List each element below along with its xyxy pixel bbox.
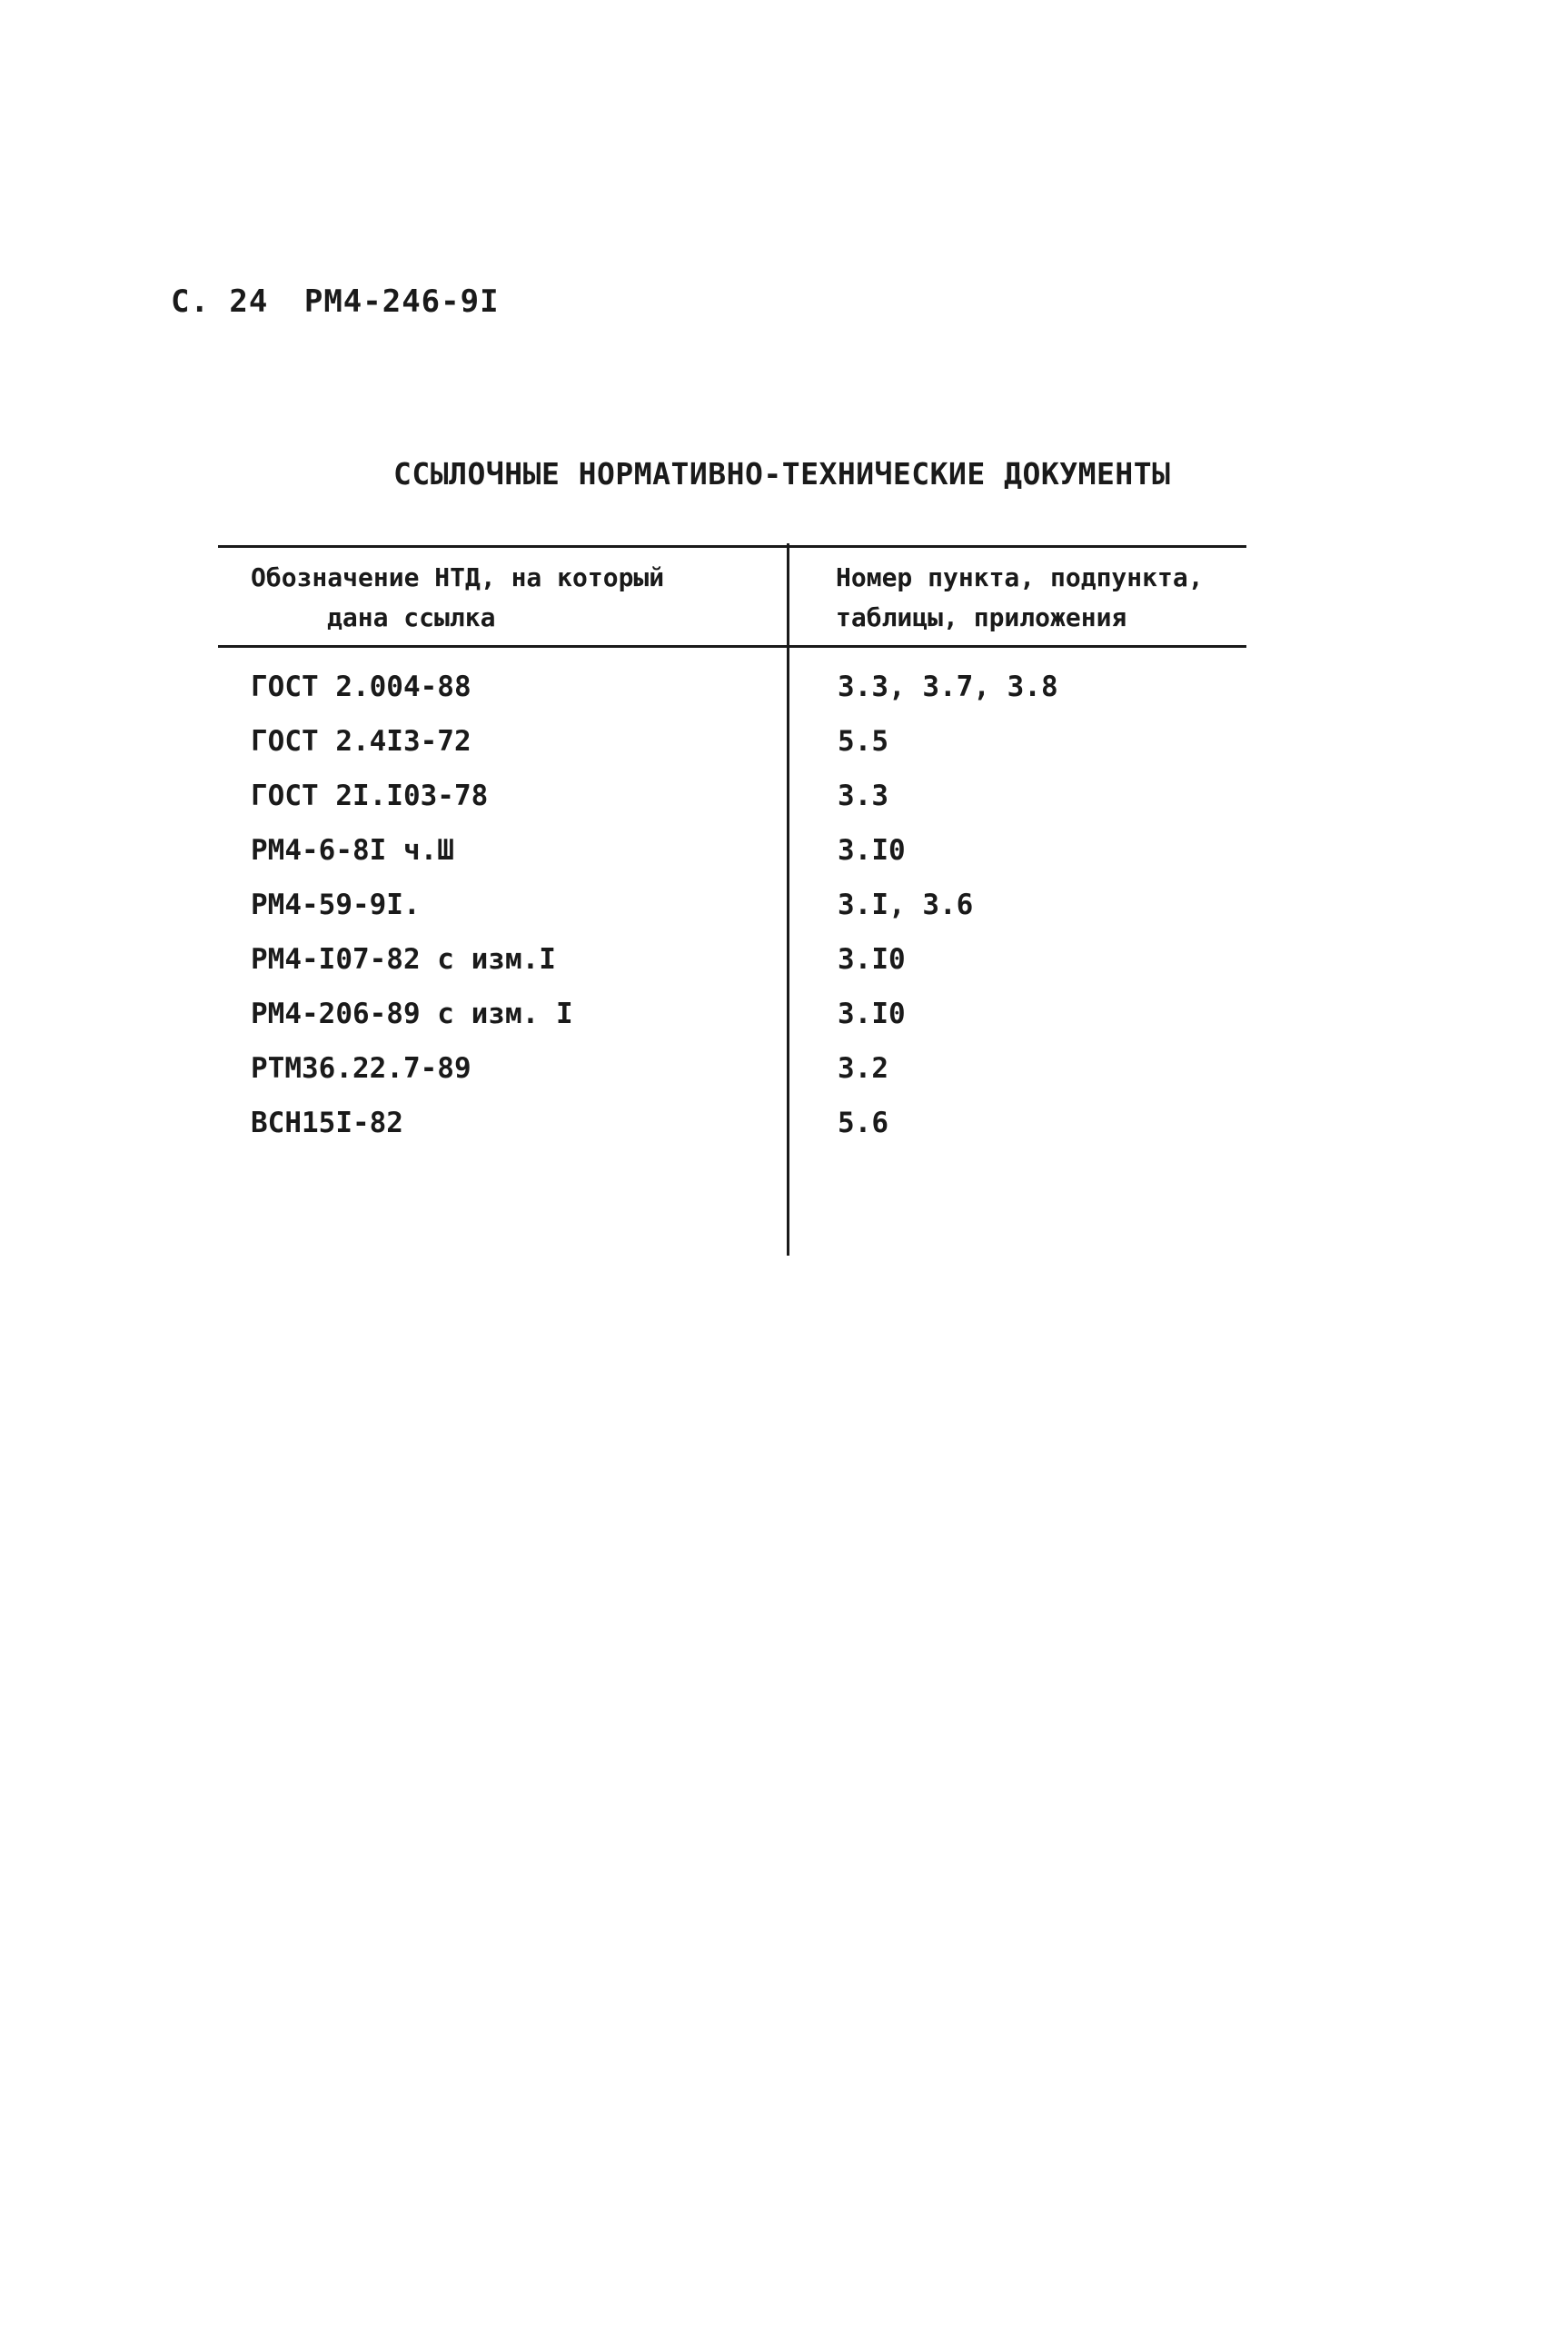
document-cell: РМ4-206-89 с изм. I xyxy=(251,998,573,1030)
column-header-document-line2: дана ссылка xyxy=(327,602,496,632)
table-row xyxy=(218,725,1246,780)
page-title: ССЫЛОЧНЫЕ НОРМАТИВНО-ТЕХНИЧЕСКИЕ ДОКУМЕНТЫ xyxy=(393,456,1171,492)
table-row xyxy=(218,671,1246,725)
table-body xyxy=(218,671,1246,1161)
page-number: С. 24 xyxy=(171,283,269,320)
references-table xyxy=(218,543,1246,1256)
table-row xyxy=(218,1052,1246,1107)
document-cell: ГОСТ 2.004-88 xyxy=(251,671,471,703)
reference-cell: 3.I0 xyxy=(838,998,906,1030)
document-code: РМ4-246-9I xyxy=(303,283,500,320)
table-row xyxy=(218,889,1246,943)
table-header-rule xyxy=(218,645,1246,648)
document-cell: ГОСТ 2.4I3-72 xyxy=(251,725,471,758)
document-cell: РТМ36.22.7-89 xyxy=(251,1052,471,1085)
reference-cell: 3.I, 3.6 xyxy=(838,889,974,921)
reference-cell: 3.I0 xyxy=(838,943,906,976)
table-row xyxy=(218,943,1246,998)
reference-cell: 5.5 xyxy=(838,725,888,758)
column-header-reference xyxy=(836,558,1204,638)
reference-cell: 3.I0 xyxy=(838,834,906,867)
column-header-reference-line2: таблицы, приложения xyxy=(836,602,1127,632)
table-top-rule xyxy=(218,545,1246,548)
document-cell: ГОСТ 2I.I03-78 xyxy=(251,780,489,812)
column-header-reference-line1: Номер пункта, подпункта, xyxy=(836,562,1204,592)
table-row xyxy=(218,1107,1246,1161)
reference-cell: 3.3 xyxy=(838,780,888,812)
table-row xyxy=(218,998,1246,1052)
document-cell: РМ4-6-8I ч.Ш xyxy=(251,834,454,867)
reference-cell: 5.6 xyxy=(838,1107,888,1139)
table-row xyxy=(218,780,1246,834)
reference-cell: 3.2 xyxy=(838,1052,888,1085)
document-cell: РМ4-I07-82 с изм.I xyxy=(251,943,556,976)
reference-cell: 3.3, 3.7, 3.8 xyxy=(838,671,1058,703)
column-header-document-line1: Обозначение НТД, на который xyxy=(251,562,665,592)
page-header xyxy=(171,283,516,320)
document-cell: РМ4-59-9I. xyxy=(251,889,421,921)
document-cell: ВСН15I-82 xyxy=(251,1107,403,1139)
table-row xyxy=(218,834,1246,889)
column-header-document xyxy=(251,558,664,638)
